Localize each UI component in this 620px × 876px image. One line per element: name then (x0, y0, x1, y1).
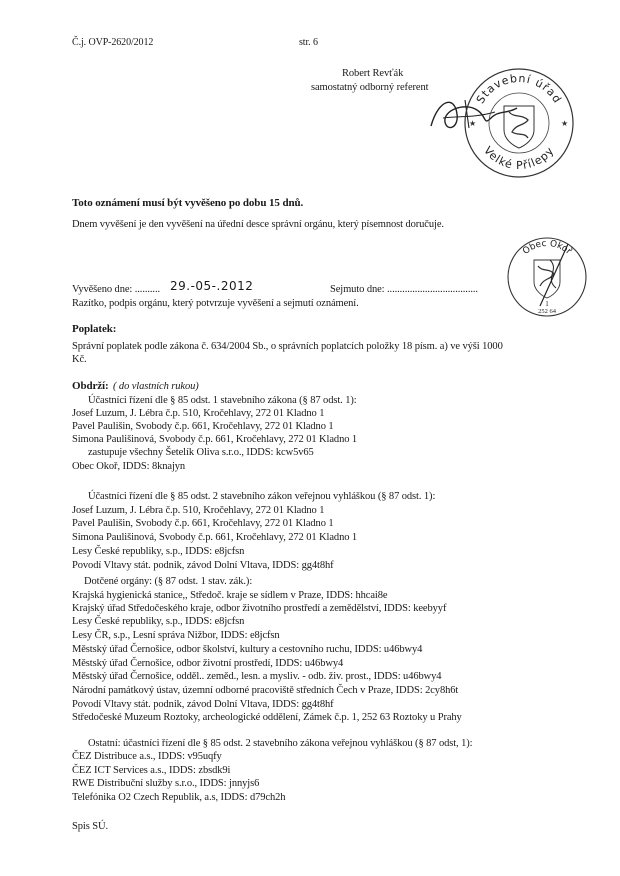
svg-text:★: ★ (561, 119, 569, 128)
list-item: Pavel Paulišin, Svobody č.p. 661, Kročehlavy, 272 01 Kladno 1 (72, 518, 334, 529)
svg-text:Stavební úřad (474, 72, 564, 106)
list-item: Městský úřad Černošice, odděl.. zeměd., lesn. a mysliv. - odb. živ. prost., IDDS: u46bwy4 (72, 671, 442, 682)
file-note: Spis SÚ. (72, 821, 108, 832)
list-item: Pavel Paulišin, Svobody č.p. 661, Kročehlavy, 272 01 Kladno 1 (72, 421, 334, 432)
list-item: Lesy České republiky, s.p., IDDS: e8jcfsn (72, 616, 245, 627)
stamp-bottom-text: Velké Přílepy (481, 144, 557, 173)
group4-title: Ostatní: účastníci řízení dle § 85 odst. 2 stavebního zákona veřejnou vyhláškou (§ 87 odst, 1): (88, 738, 473, 749)
list-item: zastupuje všechny Šetelík Oliva s.r.o., IDDS: kcw5v65 (88, 447, 314, 458)
building-office-stamp (462, 66, 576, 180)
reference-number: Č.j. OVP-2620/2012 (72, 37, 154, 48)
list-item: Krajský úřad Středočeského kraje, odbor životního prostředí a zemědělství, IDDS: keebyyf (72, 603, 447, 614)
fee-line-2: Kč. (72, 354, 87, 365)
municipality-stamp-number: 1 (545, 300, 549, 308)
list-item: ČEZ ICT Services a.s., IDDS: zbsdk9i (72, 765, 231, 776)
svg-text:★: ★ (469, 119, 477, 128)
list-item: Josef Luzum, J. Lébra č.p. 510, Kročehlavy, 272 01 Kladno 1 (72, 408, 325, 419)
stamp-instruction: Razítko, podpis orgánu, který potvrzuje vyvěšení a sejmutí oznámení. (72, 298, 359, 309)
notice-text: Dnem vyvěšení je den vyvěšení na úřední desce správní orgánu, který písemnost doručuje. (72, 219, 444, 230)
recipients-heading: Obdrží: (72, 380, 109, 392)
signatory-name: Robert Revťák (342, 68, 404, 79)
fee-heading: Poplatek: (72, 323, 117, 335)
recipients-heading-note: ( do vlastních rukou) (113, 381, 199, 392)
group3-title: Dotčené orgány: (§ 87 odst. 1 stav. zák.): (84, 576, 253, 587)
list-item: Povodí Vltavy stát. podnik, závod Dolní Vltava, IDDS: gg4t8hf (72, 699, 334, 710)
group2-title: Účastníci řízení dle § 85 odst. 2 stavebního zákon veřejnou vyhláškou (§ 87 odst. 1): (88, 491, 436, 502)
list-item: Lesy ČR, s.p., Lesní správa Nižbor, IDDS: e8jcfsn (72, 630, 280, 641)
list-item: Krajská hygienická stanice,, Středoč. kraje se sídlem v Praze, IDDS: hhcai8e (72, 590, 388, 601)
list-item: Telefónika O2 Czech Republik, a.s, IDDS: d79ch2h (72, 792, 286, 803)
list-item: Lesy České republiky, s.p., IDDS: e8jcfsn (72, 546, 245, 557)
list-item: ČEZ Distribuce a.s., IDDS: v95uqfy (72, 751, 222, 762)
list-item: Městský úřad Černošice, odbor školství, kultury a cestovního ruchu, IDDS: u46bwy4 (72, 644, 423, 655)
municipality-stamp-text: Obec Okoř (521, 238, 574, 257)
list-item: RWE Distribuční služby s.r.o., IDDS: jnnyjs6 (72, 778, 260, 789)
stamp-top-text: Stavební úřad (473, 71, 565, 106)
page-number: str. 6 (299, 37, 318, 48)
list-item: Simona Paulišinová, Svobody č.p. 661, Kročehlavy, 272 01 Kladno 1 (72, 532, 358, 543)
group1-title: Účastníci řízení dle § 85 odst. 1 stavebního zákona (§ 87 odst. 1): (88, 395, 357, 406)
list-item: Simona Paulišinová, Svobody č.p. 661, Kročehlavy, 272 01 Kladno 1 (72, 434, 358, 445)
list-item: Středočeské Muzeum Roztoky, archeologické oddělení, Zámek č.p. 1, 252 63 Roztoky u Prahy (72, 712, 462, 723)
fee-line-1: Správní poplatek podle zákona č. 634/2004 Sb., o správních poplatcích položky 18 písm. a) ve výši 1000 (72, 341, 503, 352)
removed-label: Sejmuto dne: .................................... (330, 284, 478, 295)
municipality-signature (520, 240, 580, 310)
list-item: Městský úřad Černošice, odbor životní prostředí, IDDS: u46bwy4 (72, 658, 344, 669)
notice-title: Toto oznámení musí být vyvěšeno po dobu 15 dnů. (72, 197, 304, 209)
list-item: Národní památkový ústav, územní odborné pracoviště středních Čech v Praze, IDDS: 2cy8h6t (72, 685, 459, 696)
list-item: Povodí Vltavy stát. podnik, závod Dolní Vltava, IDDS: gg4t8hf (72, 560, 334, 571)
municipality-stamp-code: 252 64 (538, 308, 556, 315)
signatory-role: samostatný odborný referent (311, 82, 429, 93)
list-item: Josef Luzum, J. Lébra č.p. 510, Kročehlavy, 272 01 Kladno 1 (72, 505, 325, 516)
posted-label: Vyvěšeno dne: .......... (72, 284, 161, 295)
posted-date: 29.-05-.2012 (170, 279, 254, 293)
list-item: Obec Okoř, IDDS: 8knajyn (72, 461, 186, 472)
